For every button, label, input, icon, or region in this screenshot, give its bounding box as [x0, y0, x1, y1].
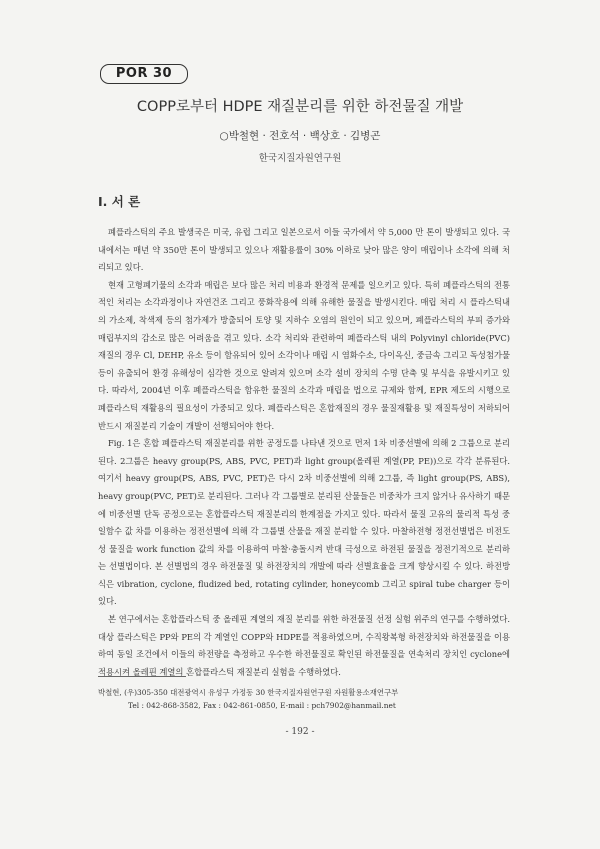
- author-list: ○박철현 · 전호석 · 백상호 · 김병곤: [219, 130, 381, 142]
- footnote-contact: Tel : 042-868-3582, Fax : 042-861-0850, E-mail : pch7902@hanmail.net: [128, 701, 396, 710]
- body-text: [98, 224, 510, 681]
- paragraph-2: 현재 고형폐기물의 소각과 매립은 보다 많은 처리 비용과 환경적 문제를 일으키고 있다. 특히 폐플라스틱의 전통적인 처리는 소각과정이나 자연건조 그리고 풍화작용에 의해 유해한 물질을 발생시킨다. 매립 처리 시 플라스틱내의 가소제, 착색제 등의 첨가제가 방출되어 토양 및 지하수 오염의 원인이 되고 있으며, 폐플라스틱의 부피 증가와 매립부지의 감소로 많은 어려움을 겪고 있다. 소각 처리와 관련하여 폐플라스틱 내의 Polyvinyl chloride(PVC) 재질의 경우 Cl, DEHP, 유소 등이 함유되어 있어 소각이나 매립 시 염화수소, 다이옥신, 중금속 그리고 독성첨가물 등이 유출되어 환경 유해성이 심각한 것으로 알려져 있으며 소각 설비 장치의 수명 단축 및 부식을 유발시키고 있다. 따라서, 2004년 이후 폐플라스틱을 함유한 물질의 소각과 매립을 법으로 규제와 함께, EPR 제도의 시행으로 폐플라스틱 재활용의 필요성이 가중되고 있다. 폐플라스틱은 혼합재질의 경우 물질재활용 및 재질특성이 저하되어 반드시 재질분리 기술이 개발이 선행되어야 한다.: [98, 279, 510, 431]
- paragraph-4: 본 연구에서는 혼합플라스틱 중 올레핀 계열의 재질 분리를 위한 하전물질 선정 실험 위주의 연구를 수행하였다. 대상 플라스틱은 PP와 PE의 각 계열인 COPP와 HDPE를 적용하였으며, 수직왕복형 하전장치와 하전물질을 이용하여 동일 조건에서 이들의 하전량을 측정하고 우수한 하전물질로 확인된 하전물질을 연속처리 장치인 cyclone에 적용시켜 올레핀 계열의 혼합플라스틱 재질분리 실험을 수행하였다.: [98, 614, 510, 677]
- footnote-address: 박철현, (우)305-350 대전광역시 유성구 가정동 30 한국지질자원연구원 자원활용소재연구부: [98, 688, 399, 697]
- paragraph-1: 폐플라스틱의 주요 발생국은 미국, 유럽 그리고 일본으로서 이들 국가에서 약 5,000 만 톤이 발생되고 있다. 국내에서는 매년 약 350만 톤이 발생되고 있으나 재활용률이 30% 이하로 낮아 많은 양이 매립이나 소각에 의해 처리되고 있다.: [98, 227, 510, 273]
- affiliation: 한국지질자원연구원: [258, 153, 342, 164]
- section-heading-introduction: Ⅰ. 서 론: [98, 194, 141, 209]
- session-badge: POR 30: [100, 64, 188, 84]
- paragraph-3: Fig. 1은 혼합 폐플라스틱 재질분리를 위한 공정도를 나타낸 것으로 먼저 1차 비중선별에 의해 2 그룹으로 분리된다. 2그룹은 heavy group(PS, ABS, PVC, PET)과 light group(올레핀 계열(PP, PE))으로 각각 분류된다. 여기서 heavy group(PS, ABS, PVC, PET)은 다시 2차 비중선별에 의해 2그룹, 즉 light group(PS, ABS), heavy group(PVC, PET)로 분리된다. 그러나 각 그룹별로 분리된 산물들은 비중차가 크지 않거나 유사하기 때문에 비중선별 단독 공정으로는 혼합플라스틱 재질분리의 한계점을 가지고 있다. 따라서 물질 고유의 물리적 특성 중 일함수 값 차를 이용하는 정전선별에 의해 각 그룹별 산물을 재질 분리할 수 있다. 마찰하전형 정전선별법은 비전도성 물질을 work function 값의 차를 이용하여 마찰·충돌시켜 반대 극성으로 하전된 물질을 정전기적으로 분리하는 선별법이다. 본 선별법의 경우 하전물질 및 하전장치의 개발에 따라 선별효율을 크게 향상시킬 수 있다. 하전방식은 vibration, cyclone, fludized bed, rotating cylinder, honeycomb 그리고 spiral tube charger 등이 있다.: [98, 438, 510, 607]
- paper-title: COPP로부터 HDPE 재질분리를 위한 하전물질 개발: [136, 99, 464, 115]
- footnote: [98, 686, 518, 712]
- page-number: - 192 -: [285, 727, 315, 737]
- footnote-divider: [98, 676, 186, 677]
